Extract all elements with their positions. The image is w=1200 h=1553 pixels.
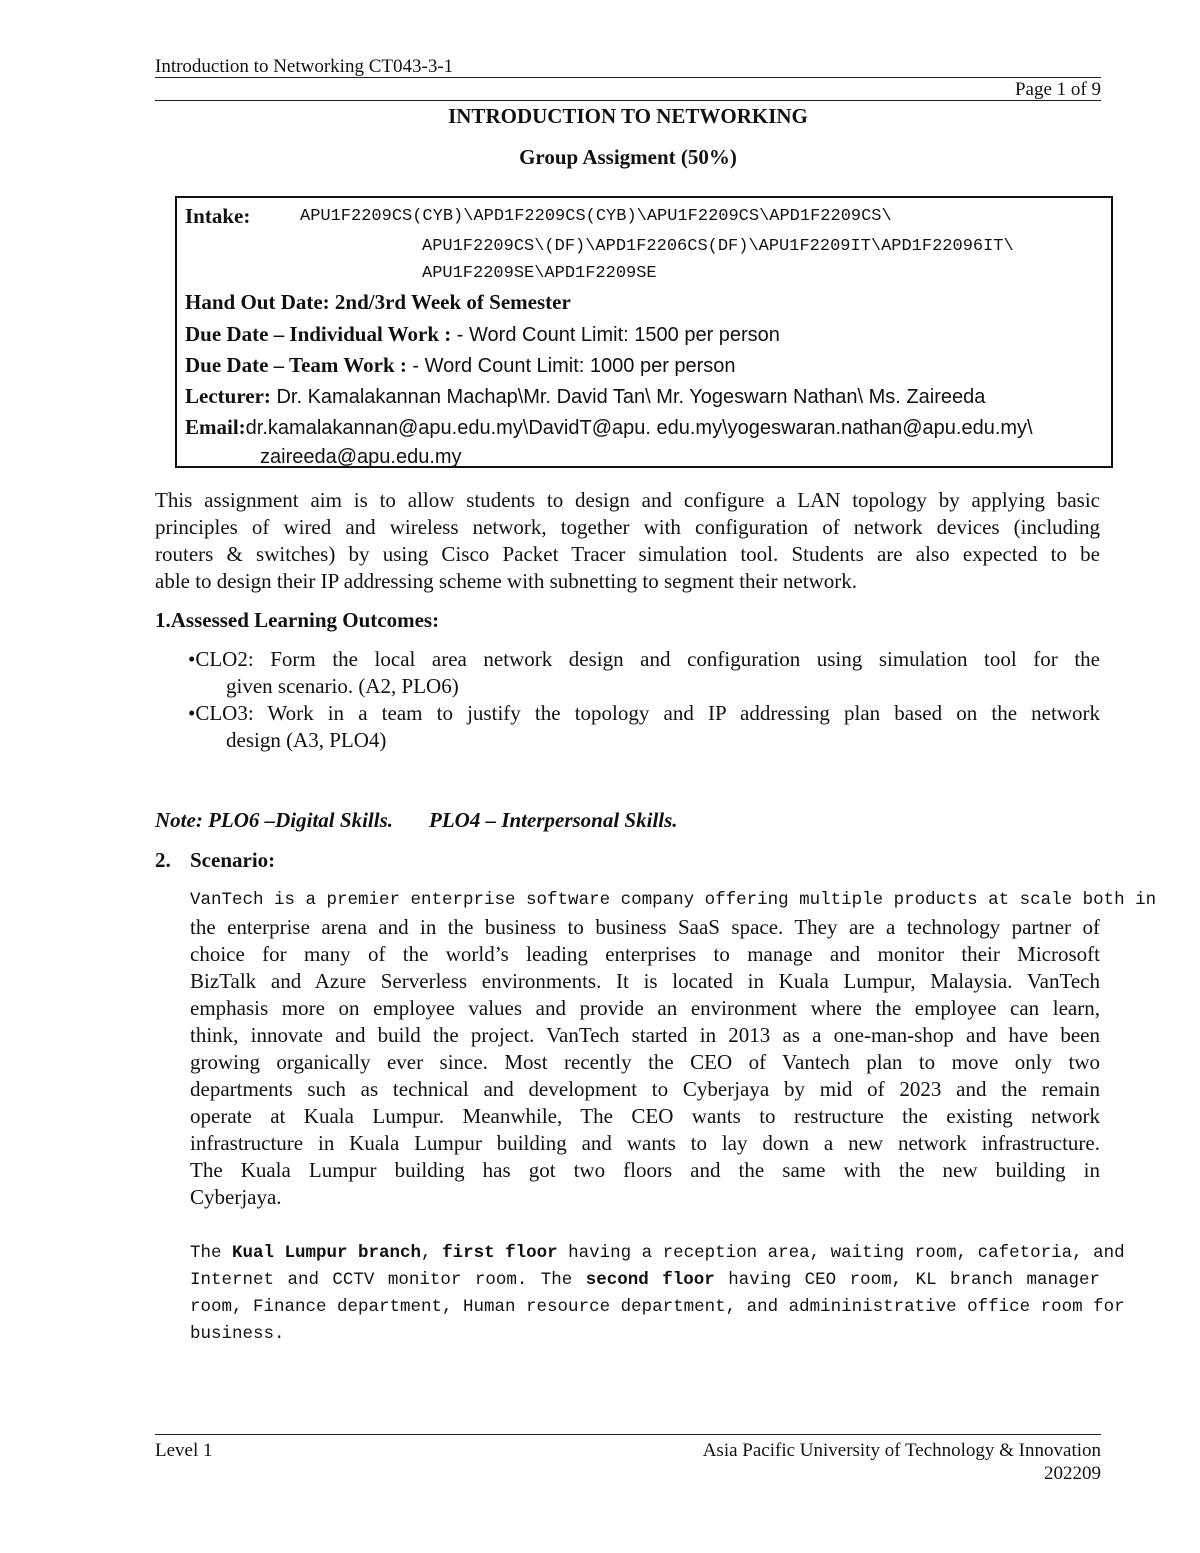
text-run: , xyxy=(421,1243,443,1263)
bullet-line: •CLO2: Form the local area network design and configuration using simulation tool for the xyxy=(188,647,1100,671)
scenario-line: growing organically ever since. Most recently the CEO of Vantech plan to move only two xyxy=(190,1050,1100,1074)
section-1-heading: 1.Assessed Learning Outcomes: xyxy=(155,608,440,632)
lecturer-text: Dr. Kamalakannan Machap\Mr. David Tan\ Mr. Yogeswarn Nathan\ Ms. Zaireeda xyxy=(270,386,986,408)
intake-line-1: APU1F2209CS(CYB)\APD1F2209CS(CYB)\APU1F2209CS\APD1F2209CS\ xyxy=(300,207,892,226)
document-subtitle: Group Assigment (50%) xyxy=(519,145,737,169)
footer-rule xyxy=(155,1434,1101,1435)
note-part-2: PLO4 – Interpersonal Skills. xyxy=(429,808,678,832)
second-floor-bold: second floor xyxy=(585,1270,715,1290)
scenario-paragraph-2 xyxy=(190,1240,1125,1348)
section-2-heading: Scenario: xyxy=(190,848,276,872)
intake-line-2: APU1F2209CS\(DF)\APD1F2206CS(DF)\APU1F2209IT\APD1F22096IT\ xyxy=(422,237,1014,256)
document-title: INTRODUCTION TO NETWORKING xyxy=(448,104,808,128)
scenario-line: BizTalk and Azure Serverless environments. It is located in Kuala Lumpur, Malaysia. VanTech xyxy=(190,969,1100,993)
intro-line: able to design their IP addressing scheme with subnetting to segment their network. xyxy=(155,569,857,593)
intake-row xyxy=(185,204,250,229)
bullet-clo2 xyxy=(188,646,1100,700)
text-run: Internet and CCTV monitor room. The xyxy=(190,1270,586,1290)
note-part-1: Note: PLO6 –Digital Skills. xyxy=(155,808,393,832)
bullet-line: given scenario. (A2, PLO6) xyxy=(226,674,459,698)
due-team-label: Due Date – Team Work : xyxy=(185,353,407,377)
bullet-line: design (A3, PLO4) xyxy=(226,728,387,752)
bullet-line: •CLO3: Work in a team to justify the topology and IP addressing plan based on the network xyxy=(188,701,1100,725)
due-team-text: - Word Count Limit: 1000 per person xyxy=(406,355,736,377)
due-individual-label: Due Date – Individual Work : xyxy=(185,322,452,346)
first-floor-bold: first floor xyxy=(442,1243,558,1263)
text-run: having CEO room, KL branch manager xyxy=(714,1270,1101,1290)
header-rule-top xyxy=(155,77,1101,78)
intro-line: principles of wired and wireless network, together with configuration of network devices (including xyxy=(155,515,1100,539)
text-run: The xyxy=(190,1243,233,1263)
plo-note xyxy=(155,808,678,833)
scenario-line: room, Finance department, Human resource department, and admininistrative office room for xyxy=(190,1297,1125,1317)
scenario-line: the enterprise arena and in the business to business SaaS space. They are a technology partner of xyxy=(190,915,1100,939)
scenario-line: choice for many of the world’s leading enterprises to manage and monitor their Microsoft xyxy=(190,942,1100,966)
lecturer-label: Lecturer: xyxy=(185,384,271,408)
footer-code: 202209 xyxy=(1044,1463,1101,1484)
email-line-1[interactable]: dr.kamalakannan@apu.edu.my\DavidT@apu. edu.my\yogeswaran.nathan@apu.edu.my\ xyxy=(245,417,1033,439)
scenario-line: Cyberjaya. xyxy=(190,1185,282,1209)
scenario-line: think, innovate and build the project. VanTech started in 2013 as a one-man-shop and have been xyxy=(190,1023,1100,1047)
assignment-info-box xyxy=(175,196,1113,468)
email-label: Email: xyxy=(185,415,246,439)
email-row xyxy=(185,415,1033,440)
intro-paragraph xyxy=(155,487,1100,595)
scenario-line: infrastructure in Kuala Lumpur building and wants to lay down a new network infrastructure. xyxy=(190,1131,1100,1155)
scenario-line: business. xyxy=(190,1324,285,1344)
scenario-line xyxy=(190,1240,1125,1267)
scenario-line: VanTech is a premier enterprise software company offering multiple products at scale both in xyxy=(190,890,1157,910)
kl-branch-bold: Kual Lumpur branch xyxy=(232,1243,422,1263)
lecturer-row xyxy=(185,384,985,409)
scenario-line: The Kuala Lumpur building has got two floors and the same with the new building in xyxy=(190,1158,1100,1182)
intake-line-3: APU1F2209SE\APD1F2209SE xyxy=(422,264,657,283)
bullet-clo3 xyxy=(188,700,1100,754)
running-header-course: Introduction to Networking CT043-3-1 xyxy=(155,56,454,77)
handout-date: Hand Out Date: 2nd/3rd Week of Semester xyxy=(185,290,571,314)
scenario-line: emphasis more on employee values and provide an environment where the employee can learn, xyxy=(190,996,1100,1020)
header-rule-bottom xyxy=(155,100,1101,101)
page-number: Page 1 of 9 xyxy=(1014,79,1101,100)
scenario-line: operate at Kuala Lumpur. Meanwhile, The CEO wants to restructure the existing network xyxy=(190,1104,1100,1128)
email-line-2[interactable]: zaireeda@apu.edu.my xyxy=(260,446,462,468)
scenario-line xyxy=(190,1267,1100,1294)
footer-university: Asia Pacific University of Technology & Innovation xyxy=(702,1440,1101,1461)
footer-level: Level 1 xyxy=(155,1440,213,1461)
scenario-paragraph-1 xyxy=(190,887,1157,1211)
due-individual-row xyxy=(185,322,780,347)
text-run: having a reception area, waiting room, cafetoria, and xyxy=(557,1243,1125,1263)
scenario-line: departments such as technical and development to Cyberjaya by mid of 2023 and the remain xyxy=(190,1077,1100,1101)
section-2-number: 2. xyxy=(155,848,171,872)
intro-line: This assignment aim is to allow students to design and configure a LAN topology by applying basic xyxy=(155,488,1100,512)
due-team-row xyxy=(185,353,736,378)
intake-label: Intake: xyxy=(185,204,251,228)
due-individual-text: - Word Count Limit: 1500 per person xyxy=(451,324,780,346)
intro-line: routers & switches) by using Cisco Packet Tracer simulation tool. Students are also expected to be xyxy=(155,542,1100,566)
